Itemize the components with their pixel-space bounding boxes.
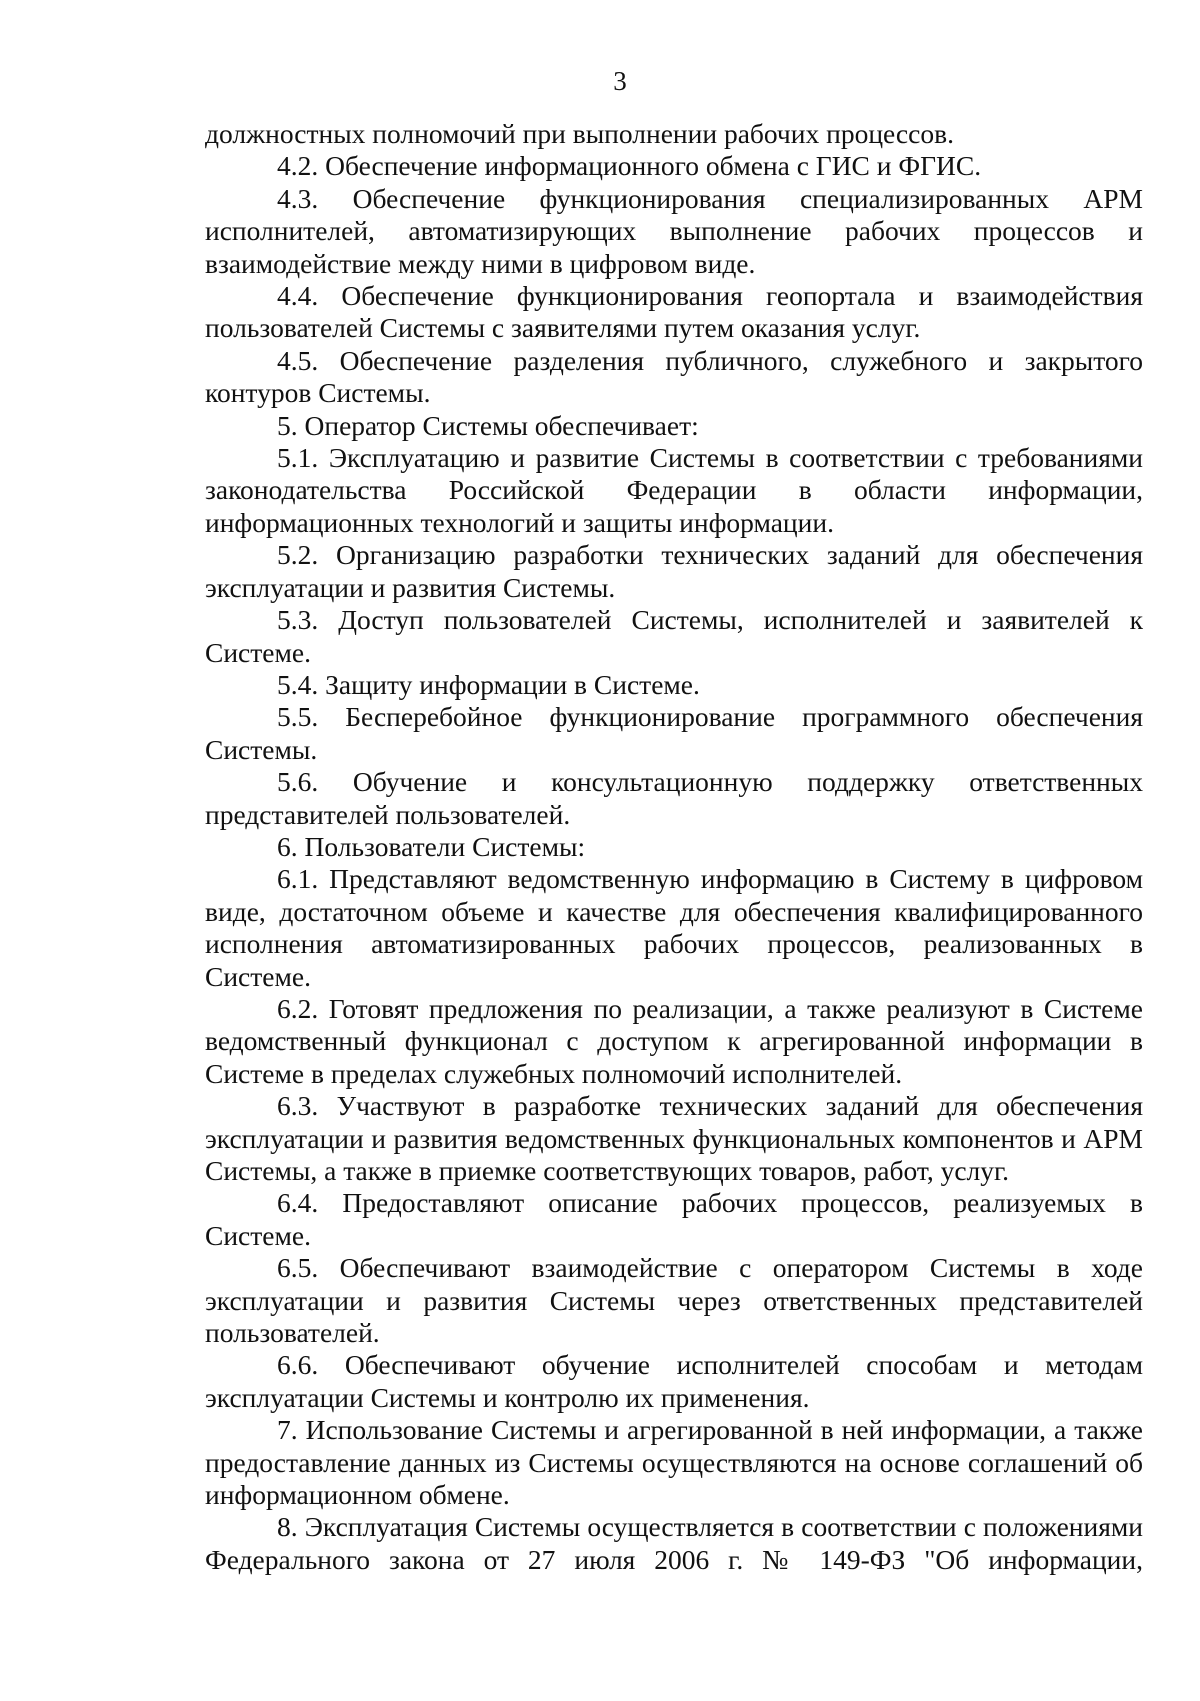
paragraph-6-6: 6.6. Обеспечивают обучение исполнителей способам и методам эксплуатации Системы и контролю их применения. <box>205 1349 1143 1413</box>
paragraph-4-3: 4.3. Обеспечение функционирования специализированных АРМ исполнителей, автоматизирующих выполнение рабочих процессов и взаимодействие между ними в цифровом виде. <box>205 182 1143 279</box>
document-body <box>205 118 1143 1576</box>
paragraph-5: 5. Оператор Системы обеспечивает: <box>277 409 699 441</box>
paragraph-6-4: 6.4. Предоставляют описание рабочих процессов, реализуемых в Системе. <box>205 1187 1143 1251</box>
paragraph-4-2: 4.2. Обеспечение информационного обмена с ГИС и ФГИС. <box>277 150 982 182</box>
paragraph-5-2: 5.2. Организацию разработки технических заданий для обеспечения эксплуатации и развития Системы. <box>205 539 1143 603</box>
paragraph-5-1: 5.1. Эксплуатацию и развитие Системы в соответствии с требованиями законодательства Российской Федерации в области информации, информационных технологий и защиты информации. <box>205 442 1143 538</box>
paragraph-6: 6. Пользователи Системы: <box>277 830 586 862</box>
paragraph-6-1: 6.1. Представляют ведомственную информацию в Систему в цифровом виде, достаточном объеме и качестве для обеспечения квалифицированного исполнения автоматизированных рабочих процессов, реализованных в Системе. <box>205 863 1143 992</box>
paragraph-6-5: 6.5. Обеспечивают взаимодействие с оператором Системы в ходе эксплуатации и развития Системы через ответственных представителей пользователей. <box>205 1252 1143 1349</box>
paragraph-5-3: 5.3. Доступ пользователей Системы, исполнителей и заявителей к Системе. <box>205 604 1143 668</box>
paragraph-continuation: должностных полномочий при выполнении рабочих процессов. <box>205 118 954 149</box>
paragraph-4-5: 4.5. Обеспечение разделения публичного, служебного и закрытого контуров Системы. <box>205 344 1143 409</box>
paragraph-5-5: 5.5. Бесперебойное функционирование программного обеспечения Системы. <box>205 701 1143 765</box>
page-number: 3 <box>613 66 627 96</box>
paragraph-6-2: 6.2. Готовят предложения по реализации, а также реализуют в Системе ведомственный функционал с доступом к агрегированной информации в Системе в пределах служебных полномочий исполнителей. <box>205 992 1143 1089</box>
paragraph-6-3: 6.3. Участвуют в разработке технических заданий для обеспечения эксплуатации и развития ведомственных функциональных компонентов и АРМ Системы, а также в приемке соответствующих товаров, работ, услуг. <box>205 1090 1143 1186</box>
paragraph-5-4: 5.4. Защиту информации в Системе. <box>277 668 700 700</box>
paragraph-8: 8. Эксплуатация Системы осуществляется в соответствии с положениями Федерального закона от 27 июля 2006 г. № 149-ФЗ "Об информации, <box>205 1511 1143 1575</box>
paragraph-4-4: 4.4. Обеспечение функционирования геопортала и взаимодействия пользователей Системы с заявителями путем оказания услуг. <box>205 280 1143 344</box>
paragraph-7: 7. Использование Системы и агрегированной в ней информации, а также предоставление данных из Системы осуществляются на основе соглашений об информационном обмене. <box>205 1414 1143 1511</box>
paragraph-5-6: 5.6. Обучение и консультационную поддержку ответственных представителей пользователей. <box>205 766 1143 830</box>
